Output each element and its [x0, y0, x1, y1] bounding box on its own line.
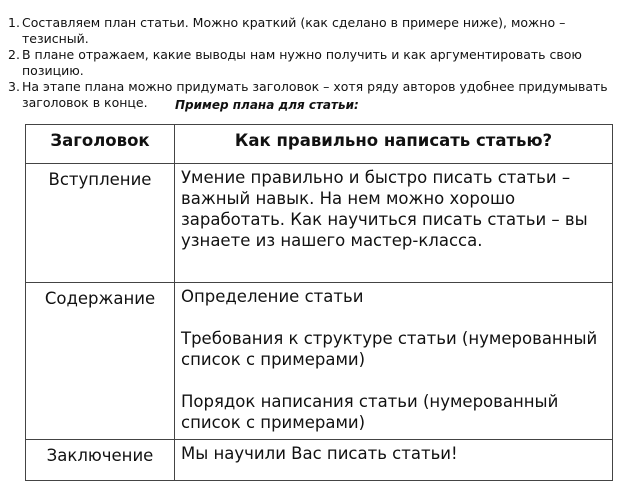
intro-list-item [8, 15, 634, 47]
intro-item-text: На этапе плана можно придумать заголовок – хотя ряду авторов удобнее придумывать заголовок в конце. [22, 79, 608, 110]
introduction-text: Умение правильно и быстро писать статьи – важный навык. На нем можно хорошо заработать. Как научиться писать статьи – вы узнаете из нашего мастер-класса. [175, 164, 613, 283]
table-row-conclusion [26, 440, 613, 481]
content-item: Требования к структуре статьи (нумерованный список с примерами) [181, 329, 598, 369]
intro-item-text: В плане отражаем, какие выводы нам нужно получить и как аргументировать свою позицию. [22, 47, 582, 78]
content-item: Определение статьи [181, 287, 364, 306]
article-plan-table [25, 124, 613, 481]
table-caption: Пример плана для статьи: [175, 98, 359, 112]
table-row-content [26, 283, 613, 440]
label-content: Содержание [26, 283, 175, 440]
intro-item-text: Составляем план статьи. Можно краткий (как сделано в примере ниже), можно – тезисный. [22, 15, 566, 46]
content-item: Порядок написания статьи (нумерованный список с примерами) [181, 392, 559, 432]
conclusion-text: Мы научили Вас писать статьи! [175, 440, 613, 481]
table-row-title [26, 125, 613, 164]
label-conclusion: Заключение [26, 440, 175, 481]
intro-item-number: 3. [8, 79, 20, 94]
label-introduction: Вступление [26, 164, 175, 283]
table-row-introduction [26, 164, 613, 283]
article-title: Как правильно написать статью? [175, 125, 613, 164]
label-title: Заголовок [26, 125, 175, 164]
content-items [175, 283, 613, 440]
intro-list [8, 15, 634, 111]
intro-item-number: 1. [8, 15, 20, 30]
intro-item-number: 2. [8, 47, 20, 62]
intro-list-item [8, 47, 634, 79]
